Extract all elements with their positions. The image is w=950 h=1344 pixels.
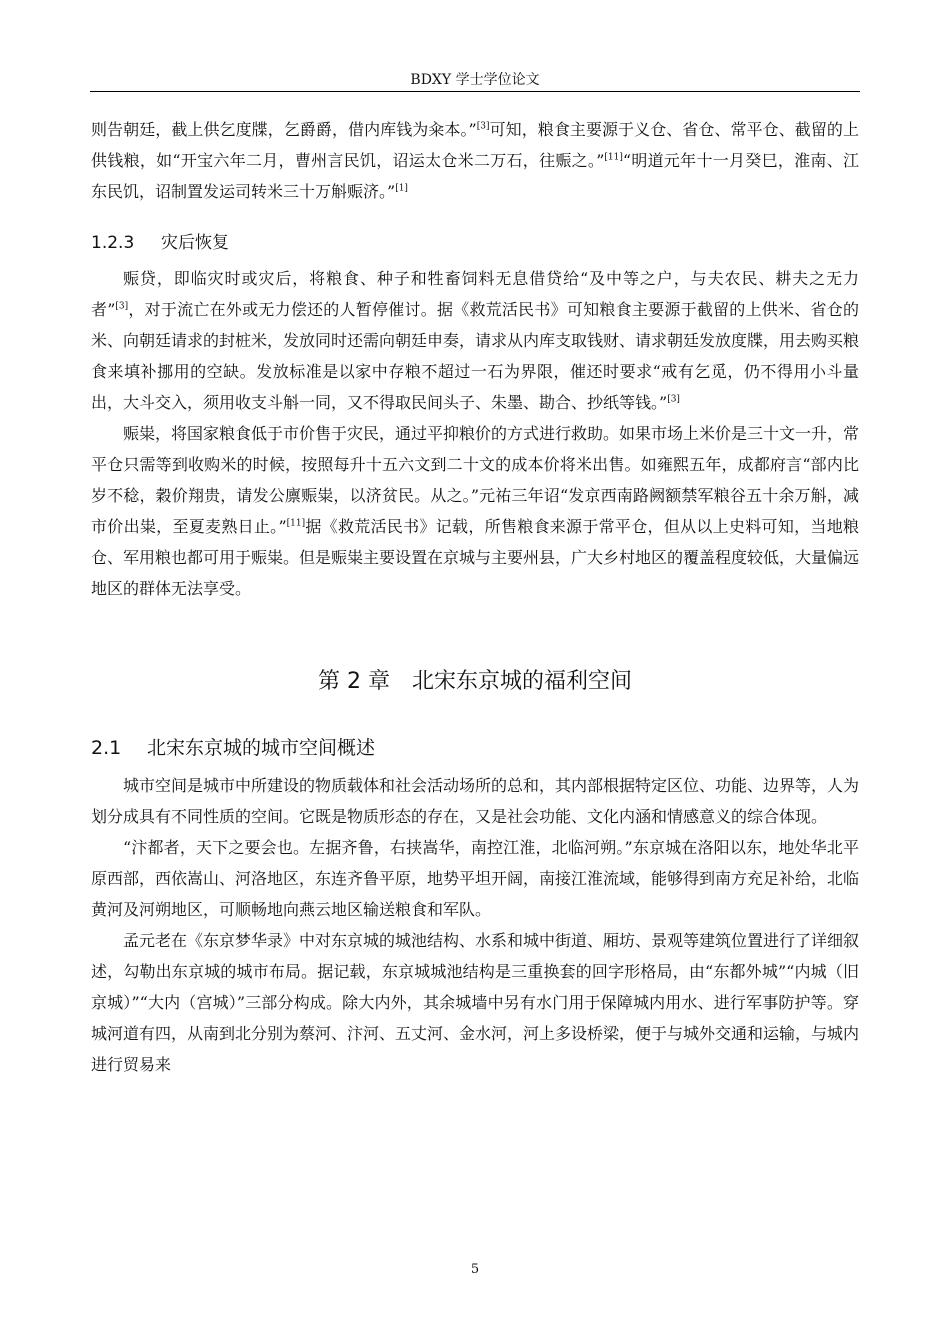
paragraph: 孟元老在《东京梦华录》中对东京城的城池结构、水系和城中街道、厢坊、景观等建筑位置进行了详细叙述，勾勒出东京城的城市布局。据记载，东京城城池结构是三重换套的回字形格局，由“东都外城”“内城（旧京城）”“大内（宫城）”三部分构成。除大内外，其余城墙中另有水门用于保障城内用水、进行军事防护等。穿城河道有四，从南到北分别为蔡河、汴河、五丈河、金水河，河上多设桥梁，便于与城外交通和运输，与城内进行贸易来	[91, 931, 860, 1074]
header-rule	[90, 91, 860, 92]
paragraph: 赈粜，将国家粮食低于市价售于灾民，通过平抑粮价的方式进行救助。如果市场上米价是三十文一升，常平仓只需等到收购米的时候，按照每升十五六文到二十文的成本价将米出售。如雍熙五年，成都府言“部内比岁不稔，穀价翔贵，请发公廪赈粜，以济贫民。从之。”元祐三年诏“发京西南路阙额禁军粮谷五十余万斛，减市价出粜，至夏麦熟日止。”[11]据《救荒活民书》记载，所售粮食来源于常平仓，但从以上史料可知，当地粮仓、军用粮也都可用于赈粜。但是赈粜主要设置在京城与主要州县，广大乡村地区的覆盖程度较低，大量偏远地区的群体无法享受。	[91, 424, 860, 598]
citation: [3]	[476, 121, 490, 132]
paragraph: 则告朝廷，截上供乞度牒，乞爵爵，借内库钱为籴本。”[3]可知，粮食主要源于义仓、省仓、常平仓、截留的上供钱粮，如“开宝六年二月，曹州言民饥，诏运太仓米二万石，往赈之。”[11]“明道元年十一月癸巳，淮南、江东民饥，诏制置发运司转米三十万斛赈济。”[1]	[91, 120, 859, 201]
chapter-title: 第 2 章 北宋东京城的福利空间	[318, 669, 632, 694]
citation: [1]	[395, 183, 408, 194]
section-heading-2-1: 2.1 北宋东京城的城市空间概述	[91, 737, 376, 759]
section-heading-1-2-3: 1.2.3 灾后恢复	[91, 233, 229, 253]
citation: [11]	[286, 518, 306, 529]
citation: [3]	[115, 301, 129, 312]
paragraph: “汴都者，天下之要会也。左据齐鲁，右挟嵩华，南控江淮，北临河朔。”东京城在洛阳以东，地处华北平原西部，西依嵩山、河洛地区，东连齐鲁平原，地势平坦开阔，南接江淮流域，能够得到南方充足补给，北临黄河及河朔地区，可顺畅地向燕云地区输送粮食和军队。	[91, 838, 860, 919]
paragraph: 赈贷，即临灾时或灾后，将粮食、种子和牲畜饲料无息借贷给“及中等之户，与夫农民、耕夫之无力者”[3]，对于流亡在外或无力偿还的人暂停催讨。据《救荒活民书》可知粮食主要源于截留的上供米、省仓的米、向朝廷请求的封桩米，发放同时还需向朝廷申奏，请求从内库支取钱财、请求朝廷发放度牒，用去购买粮食来填补挪用的空缺。发放标准是以家中存粮不超过一石为界限，催还时要求“戒有乞觅，仍不得用小斗量出，大斗交入，须用收支斗斛一同，又不得取民间头子、朱墨、勘合、抄纸等钱。”[3]	[91, 269, 860, 412]
citation: [11]	[604, 152, 623, 163]
citation: [3]	[667, 394, 680, 405]
paragraph: 城市空间是城市中所建设的物质载体和社会活动场所的总和，其内部根据特定区位、功能、边界等，人为划分成具有不同性质的空间。它既是物质形态的存在，又是社会功能、文化内涵和情感意义的综合体现。	[91, 776, 860, 826]
running-header: BDXY 学士学位论文	[410, 72, 540, 88]
page-number: 5	[470, 1262, 480, 1277]
page-body	[91, 114, 859, 1080]
